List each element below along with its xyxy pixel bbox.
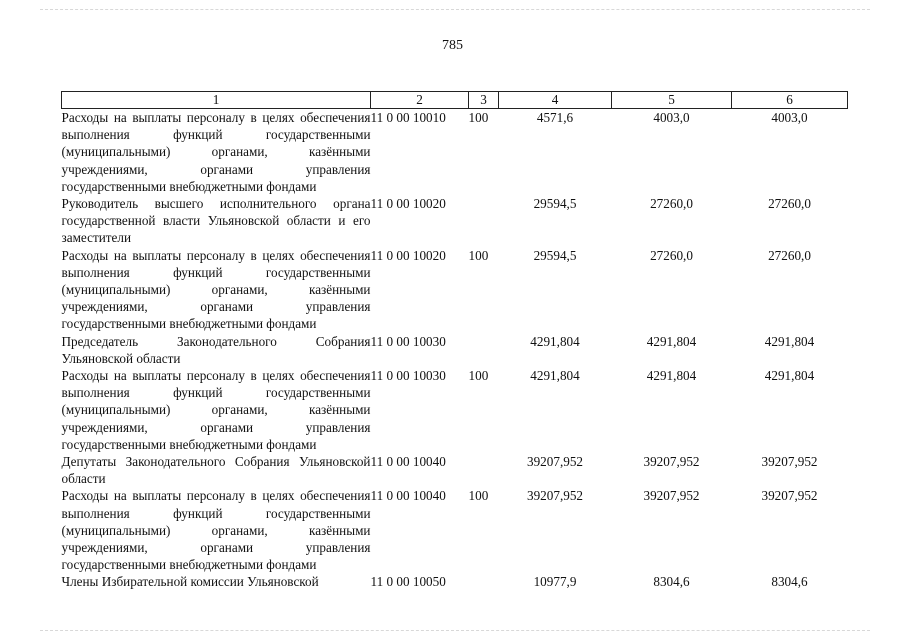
row-amount-1: 10977,9 <box>533 574 577 590</box>
row-amount-1: 4291,804 <box>530 333 580 349</box>
row-target-code: 11 0 00 10050 <box>370 574 446 590</box>
row-expense-type: 100 <box>468 247 489 263</box>
row-amount-2: 4291,804 <box>646 333 697 349</box>
table-row <box>62 487 848 573</box>
table-row <box>62 247 848 333</box>
row-name: Члены Избирательной комиссии Ульяновской <box>61 574 319 590</box>
row-expense-type <box>469 195 499 247</box>
row-amount-1: 4291,804 <box>530 368 580 384</box>
row-amount-1: 4571,6 <box>536 110 574 125</box>
row-name: Расходы на выплаты персоналу в целях обеспечения выполнения функций государственными (муниципальными) органами, казёнными учреждениями, органами управления государственными внебюджетными фондами <box>61 110 371 194</box>
row-amount-3: 27260,0 <box>768 196 811 212</box>
column-header-target-code: 2 <box>371 92 469 109</box>
row-amount-2: 39207,952 <box>643 454 700 470</box>
column-header-amount-1: 4 <box>499 92 612 109</box>
row-name: Депутаты Законодательного Собрания Ульяновской области <box>61 454 371 487</box>
row-expense-type <box>469 573 499 590</box>
column-header-expense-type: 3 <box>469 92 499 109</box>
row-amount-3: 27260,0 <box>768 247 811 263</box>
row-target-code: 11 0 00 10030 <box>370 368 446 384</box>
row-target-code: 11 0 00 10020 <box>370 247 446 263</box>
row-amount-3: 8304,6 <box>771 574 808 590</box>
column-header-name: 1 <box>62 92 371 109</box>
row-amount-1: 39207,952 <box>526 454 584 470</box>
row-target-code: 11 0 00 10030 <box>370 333 446 349</box>
column-header-amount-3: 6 <box>732 92 848 109</box>
row-amount-2: 39207,952 <box>643 488 700 504</box>
page-number: 785 <box>442 38 463 53</box>
row-name: Расходы на выплаты персоналу в целях обеспечения выполнения функций государственными (муниципальными) органами, казёнными учреждениями, органами управления государственными внебюджетными фондами <box>61 488 371 573</box>
row-expense-type <box>469 333 499 367</box>
row-amount-3: 39207,952 <box>761 454 818 470</box>
row-expense-type <box>469 453 499 487</box>
row-name: Председатель Законодательного Собрания Ульяновской области <box>61 333 371 366</box>
row-amount-2: 4291,804 <box>646 368 697 384</box>
row-target-code: 11 0 00 10040 <box>370 488 446 504</box>
row-name: Расходы на выплаты персоналу в целях обеспечения выполнения функций государственными (муниципальными) органами, казёнными учреждениями, органами управления государственными внебюджетными фондами <box>61 247 371 332</box>
row-expense-type: 100 <box>468 110 489 125</box>
table-row <box>62 453 848 487</box>
row-target-code: 11 0 00 10020 <box>370 196 446 212</box>
row-amount-3: 4291,804 <box>764 333 815 349</box>
header-row <box>62 92 848 109</box>
row-amount-2: 8304,6 <box>653 574 690 590</box>
row-target-code: 11 0 00 10010 <box>370 110 446 125</box>
table-header <box>62 92 848 109</box>
table-row <box>62 109 848 196</box>
page-bottom-border <box>40 630 870 631</box>
row-amount-1: 39207,952 <box>526 488 584 504</box>
table-row <box>62 573 848 590</box>
row-expense-type: 100 <box>468 488 489 504</box>
page-top-border <box>40 9 870 10</box>
table-body <box>62 109 848 591</box>
row-amount-1: 29594,5 <box>533 247 577 263</box>
table-row <box>62 195 848 247</box>
row-amount-2: 27260,0 <box>650 247 693 263</box>
row-amount-3: 4291,804 <box>764 368 815 384</box>
row-target-code: 11 0 00 10040 <box>370 454 446 470</box>
column-header-amount-2: 5 <box>612 92 732 109</box>
row-expense-type: 100 <box>468 368 489 384</box>
row-amount-3: 39207,952 <box>761 488 818 504</box>
table-row <box>62 367 848 453</box>
row-name: Руководитель высшего исполнительного органа государственной власти Ульяновской области и его заместители <box>61 196 371 246</box>
budget-table <box>61 91 848 591</box>
row-name: Расходы на выплаты персоналу в целях обеспечения выполнения функций государственными (муниципальными) органами, казёнными учреждениями, органами управления государственными внебюджетными фондами <box>61 368 371 452</box>
row-amount-1: 29594,5 <box>533 196 577 212</box>
row-amount-2: 4003,0 <box>653 110 690 125</box>
row-amount-2: 27260,0 <box>650 196 693 212</box>
row-amount-3: 4003,0 <box>771 110 808 125</box>
table-row <box>62 333 848 367</box>
